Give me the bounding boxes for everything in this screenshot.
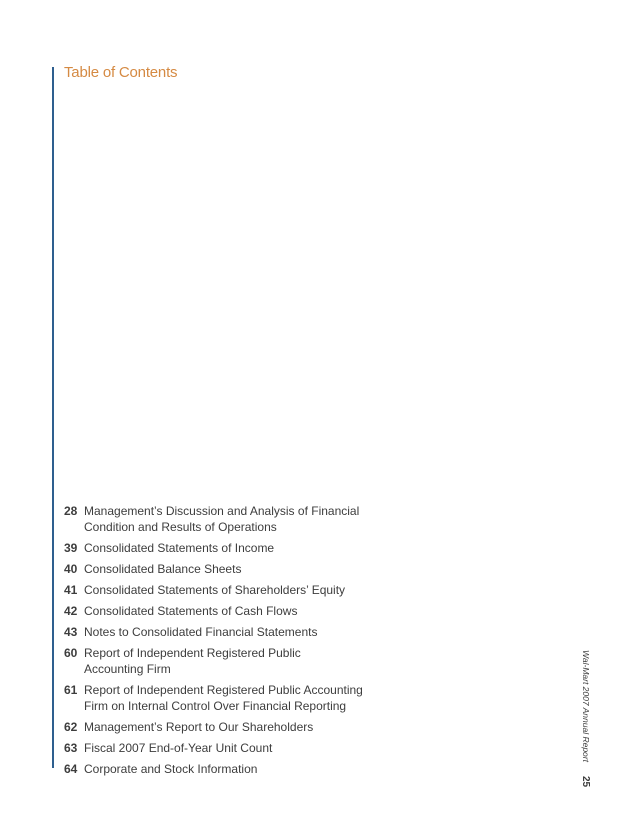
toc-page-number: 43 bbox=[64, 625, 78, 639]
toc-entry-title: Report of Independent Registered Public Accounting Firm on Internal Control Over Financial Reporting bbox=[84, 683, 363, 713]
toc-page-number: 62 bbox=[64, 720, 78, 734]
toc-page-number: 42 bbox=[64, 604, 78, 618]
toc-page-number: 60 bbox=[64, 646, 78, 660]
toc-entry-60[interactable] bbox=[64, 645, 304, 677]
running-footer-rotated bbox=[578, 650, 594, 788]
toc-entry-title: Fiscal 2007 End-of-Year Unit Count bbox=[84, 741, 273, 755]
toc-entry-title: Consolidated Balance Sheets bbox=[84, 562, 242, 576]
toc-entry-title: Corporate and Stock Information bbox=[84, 762, 258, 776]
toc-entry-title: Notes to Consolidated Financial Statements bbox=[84, 625, 318, 639]
page-number: 25 bbox=[580, 775, 592, 788]
toc-page-number: 40 bbox=[64, 562, 78, 576]
left-margin-rule bbox=[52, 67, 54, 768]
toc-entry-title: Consolidated Statements of Income bbox=[84, 541, 275, 555]
toc-entry-63[interactable] bbox=[64, 740, 404, 756]
toc-entry-title: Report of Independent Registered Public Accounting Firm bbox=[84, 646, 301, 676]
toc-page-number: 41 bbox=[64, 583, 78, 597]
report-caption: Wal-Mart 2007 Annual Report bbox=[581, 650, 591, 762]
toc-entry-40[interactable] bbox=[64, 561, 404, 577]
toc-entry-64[interactable] bbox=[64, 761, 404, 777]
toc-entry-39[interactable] bbox=[64, 540, 404, 556]
toc-entry-title: Consolidated Statements of Cash Flows bbox=[84, 604, 298, 618]
toc-entry-title: Management’s Discussion and Analysis of Financial Condition and Results of Operations bbox=[84, 504, 360, 534]
toc-page-number: 61 bbox=[64, 683, 78, 697]
toc-entry-62[interactable] bbox=[64, 719, 404, 735]
toc-page-number: 64 bbox=[64, 762, 78, 776]
toc-entry-title: Consolidated Statements of Shareholders’ Equity bbox=[84, 583, 346, 597]
toc-entry-28[interactable] bbox=[64, 503, 364, 535]
toc-page-number: 63 bbox=[64, 741, 78, 755]
toc-entry-42[interactable] bbox=[64, 603, 404, 619]
toc-entry-61[interactable] bbox=[64, 682, 384, 714]
toc-entry-title: Management’s Report to Our Shareholders bbox=[84, 720, 314, 734]
page-title: Table of Contents bbox=[64, 64, 178, 81]
table-of-contents-list bbox=[64, 503, 404, 777]
running-footer bbox=[578, 650, 594, 788]
toc-page-number: 28 bbox=[64, 504, 78, 518]
toc-page-number: 39 bbox=[64, 541, 78, 555]
toc-entry-41[interactable] bbox=[64, 582, 404, 598]
toc-entry-43[interactable] bbox=[64, 624, 404, 640]
